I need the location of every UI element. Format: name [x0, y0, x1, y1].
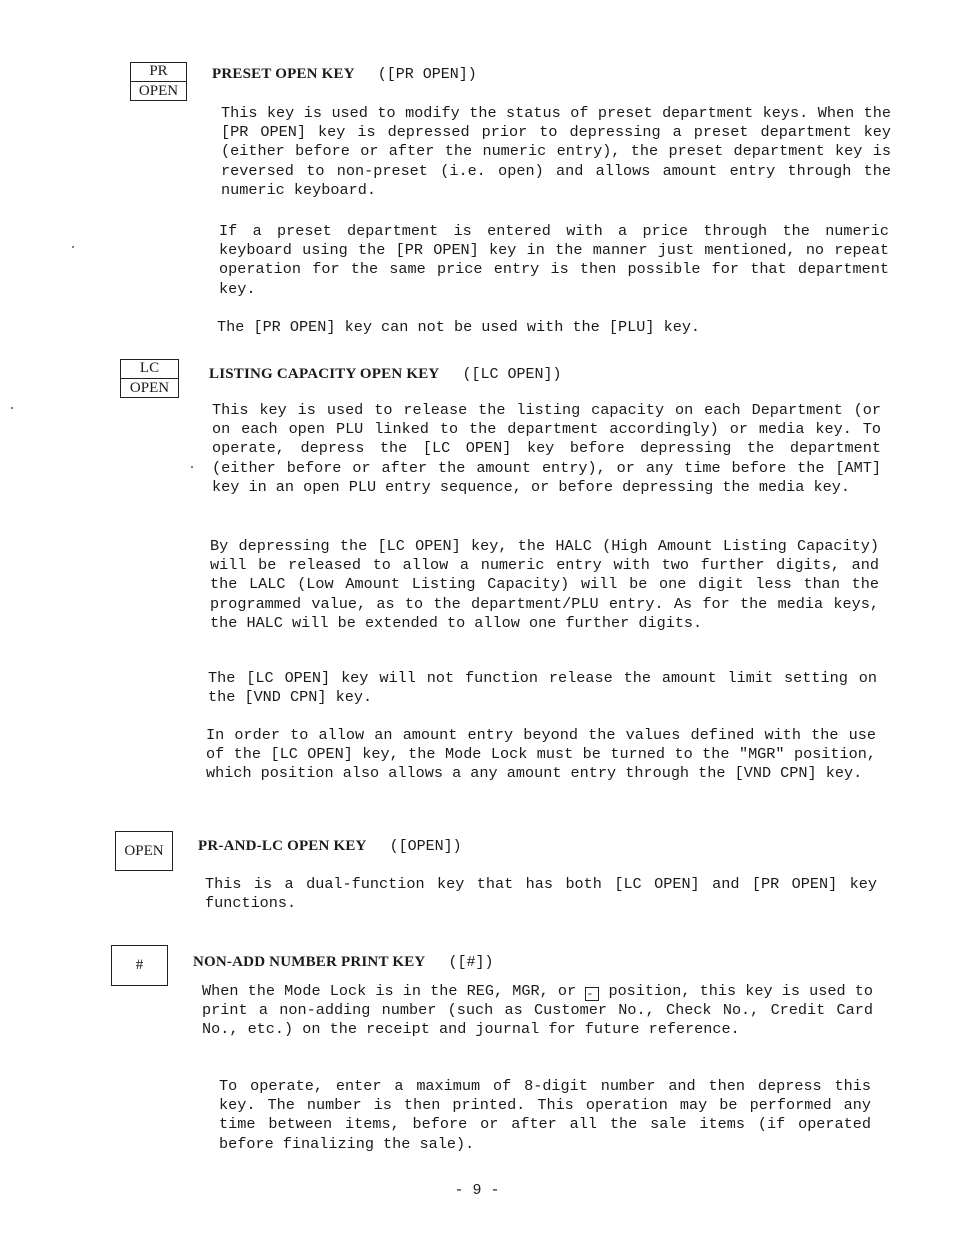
page-number: - 9 - [454, 1182, 500, 1199]
scan-speck [72, 246, 74, 248]
hash-key-icon [111, 945, 168, 986]
lc-open-paragraph-3: The [LC OPEN] key will not function release the amount limit setting on the [VND CPN] key. [208, 669, 877, 707]
pr-open-heading [212, 66, 477, 83]
pr-open-paragraph-2: If a preset department is entered with a price through the numeric keyboard using the [PR OPEN] key in the manner just mentioned, no repeat operation for the same price entry is then possible for that department key. [219, 222, 889, 298]
mode-position-box-icon: - [585, 987, 599, 1001]
open-key-icon [115, 831, 173, 871]
open-code: ([OPEN]) [389, 838, 462, 855]
pr-open-key-bottom: OPEN [138, 83, 179, 99]
pr-open-key-top: PR [131, 63, 186, 82]
open-heading [198, 838, 462, 855]
lc-open-heading [209, 366, 562, 383]
open-key-label: OPEN [124, 842, 164, 859]
open-paragraph-1: This is a dual-function key that has both [LC OPEN] and [PR OPEN] key functions. [205, 875, 877, 913]
lc-open-title: LISTING CAPACITY OPEN KEY [209, 366, 440, 382]
hash-paragraph-1-start: When the Mode Lock is in the REG, MGR, or [202, 982, 577, 1000]
hash-key-label: # [135, 957, 144, 973]
hash-paragraph-2: To operate, enter a maximum of 8-digit number and then depress this key. The number is then printed. This operation may be performed any time between items, before or after all the sale items (if operated before finalizing the sale). [219, 1077, 871, 1153]
lc-open-paragraph-2: By depressing the [LC OPEN] key, the HALC (High Amount Listing Capacity) will be released to allow a numeric entry with two further digits, and the LALC (Low Amount Listing Capacity) will be one digit less than the programmed value, as to the department/PLU entry. As for the media keys, the HALC will be extended to allow one further digits. [210, 537, 879, 632]
hash-title: NON-ADD NUMBER PRINT KEY [193, 954, 426, 970]
lc-open-key-bottom: OPEN [129, 380, 170, 396]
lc-open-paragraph-1: This key is used to release the listing capacity on each Department (or on each open PLU linked to the department accordingly) or media key. To operate, depress the [LC OPEN] key before depressing the department (either before or after the amount entry), or any time before the [AMT] key in an open PLU entry sequence, or before depressing the media key. [212, 401, 881, 496]
scan-speck [11, 407, 13, 409]
lc-open-key-icon [120, 359, 179, 398]
lc-open-paragraph-4: In order to allow an amount entry beyond the values defined with the use of the [LC OPEN] key, the Mode Lock must be turned to the "MGR" position, which position also allows a any amount entry through the [VND CPN] key. [206, 726, 876, 783]
lc-open-code: ([LC OPEN]) [462, 366, 562, 383]
open-title: PR-AND-LC OPEN KEY [198, 838, 367, 854]
hash-paragraph-1 [202, 982, 873, 1040]
pr-open-code: ([PR OPEN]) [377, 66, 477, 83]
pr-open-paragraph-1: This key is used to modify the status of preset department keys. When the [PR OPEN] key is depressed prior to depressing a preset department key (either before or after the numeric entry), the preset department key is reversed to non-preset (i.e. open) and allows amount entry through the numeric keyboard. [221, 104, 891, 199]
hash-heading [193, 954, 493, 971]
lc-open-key-top: LC [121, 360, 178, 379]
scan-speck [191, 466, 193, 468]
pr-open-paragraph-3: The [PR OPEN] key can not be used with the [PLU] key. [217, 318, 701, 336]
pr-open-key-icon [130, 62, 187, 101]
hash-code: ([#]) [448, 954, 494, 971]
hash-paragraph-1-end: position, this key is used to print a non-adding number (such as Customer No., Check No., Credit Card No., etc.) on the receipt and journal for future reference. [202, 982, 873, 1039]
pr-open-title: PRESET OPEN KEY [212, 66, 355, 82]
